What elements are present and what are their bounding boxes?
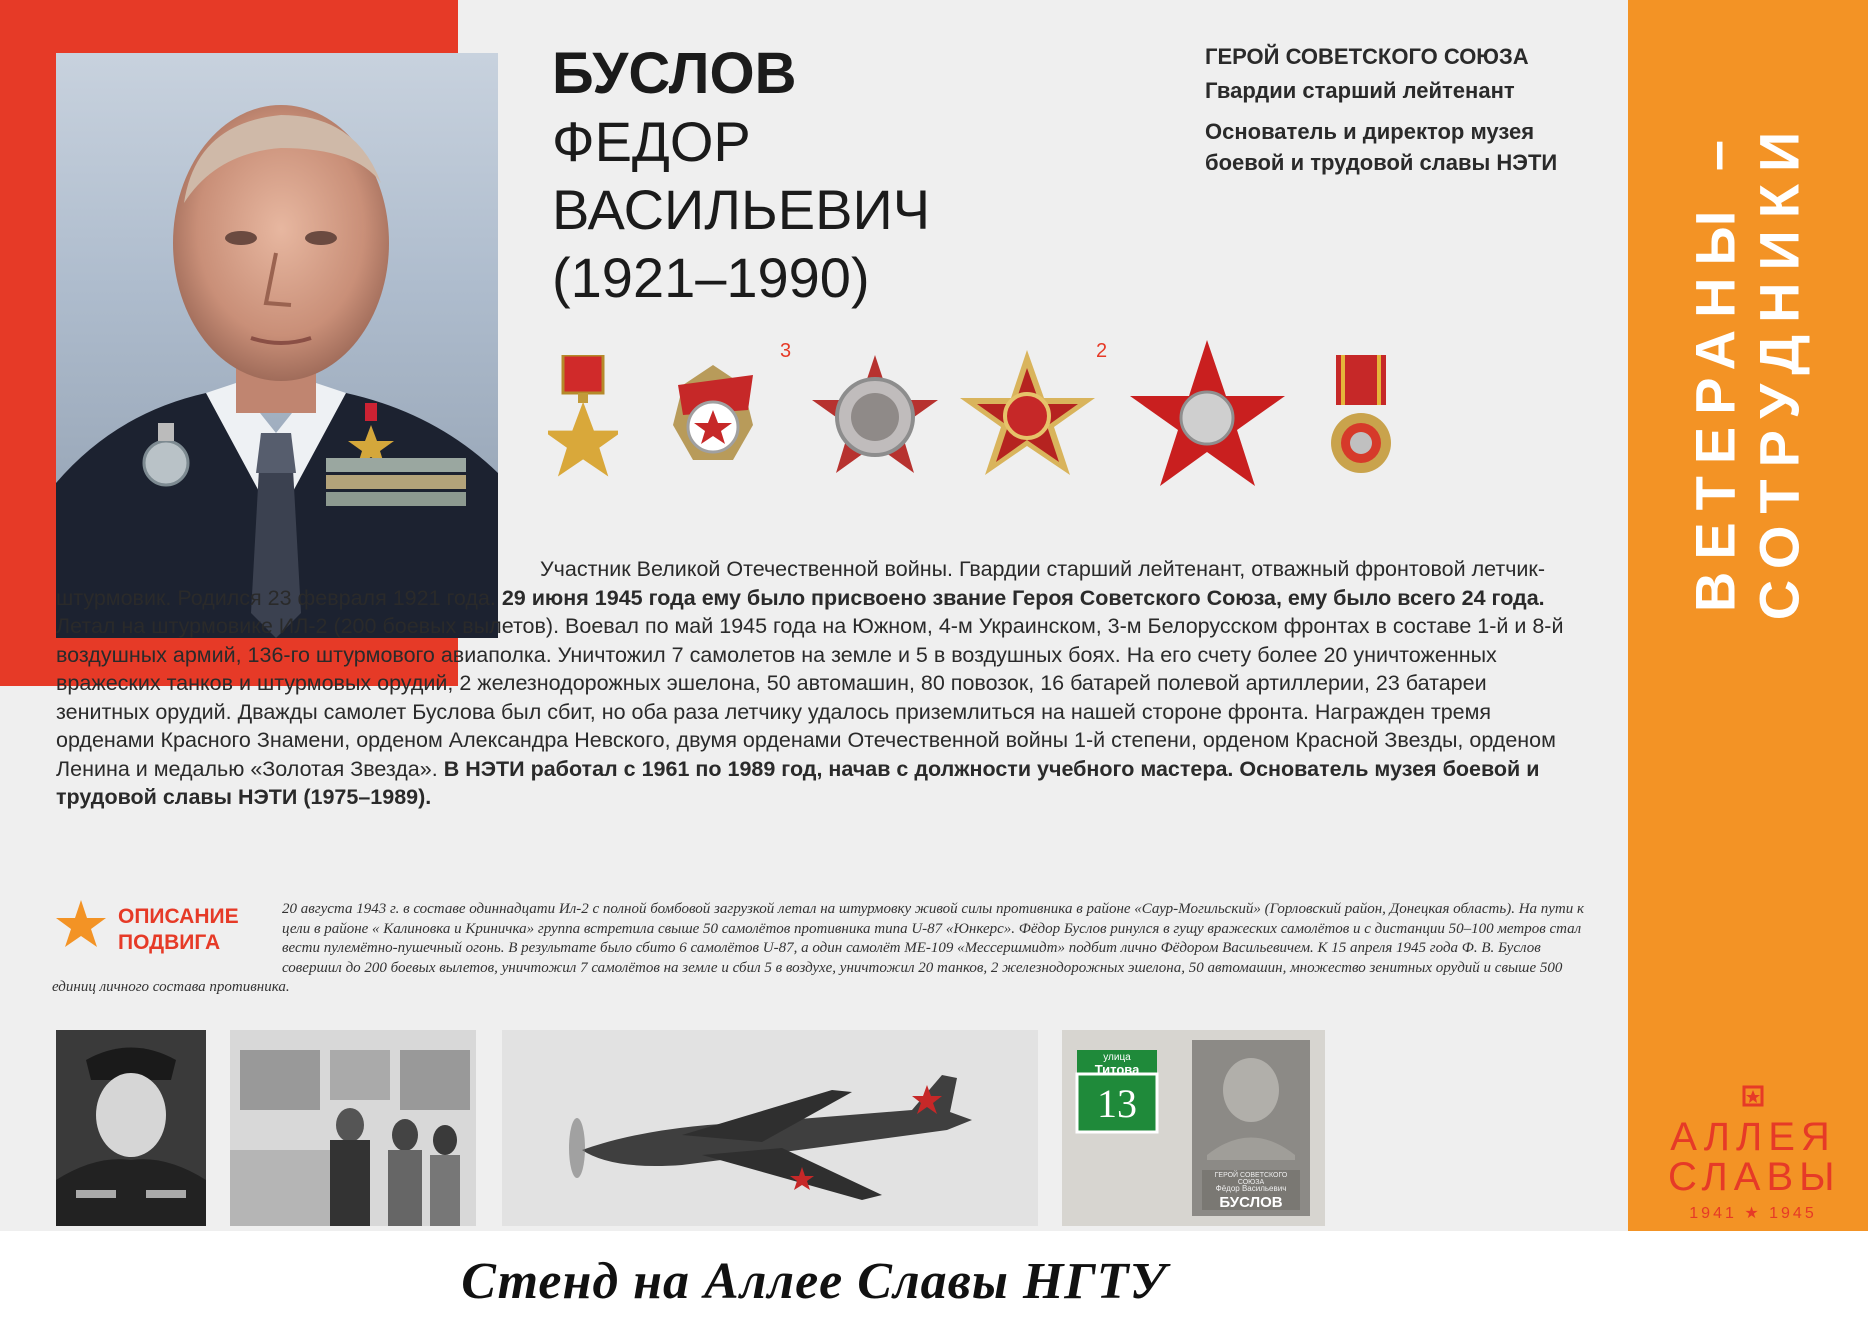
hero-years: (1921–1990) xyxy=(552,246,870,309)
photo-museum-visit xyxy=(230,1030,476,1226)
plaque-line1: ГЕРОЙ СОВЕТСКОГО СОЮЗА xyxy=(1214,1172,1288,1186)
order-lenin-icon xyxy=(1326,355,1396,485)
order-alexander-nevsky-icon xyxy=(810,355,940,480)
hero-museum-role: Основатель и директор музея боевой и трудовой славы НЭТИ xyxy=(1205,119,1558,175)
logo-star-icon: ★ xyxy=(1744,1205,1770,1222)
image-caption: Стенд на Аллее Славы НГТУ xyxy=(461,1253,1167,1310)
logo-line2: СЛАВЫ xyxy=(1668,1155,1841,1199)
hero-patronymic: ВАСИЛЬЕВИЧ xyxy=(552,178,931,241)
il2-aircraft-illustration xyxy=(502,1030,1038,1226)
order-red-banner-count: 3 xyxy=(780,340,792,362)
awards-row xyxy=(548,340,1408,500)
museum-visit-illustration xyxy=(230,1030,476,1226)
biography-text xyxy=(56,555,1576,812)
portrait-photo xyxy=(56,53,498,638)
alley-of-glory-logo xyxy=(1668,1085,1841,1223)
bio-part-a: Участник Великой Отечественной войны. Гвардии старший лейтенант, отважный фронтовой летчик-штурмовик. Родился 23 февраля 1921 года. xyxy=(56,557,1545,610)
photo-memorial-plaque xyxy=(1062,1030,1325,1226)
hero-military-rank: Гвардии старший лейтенант xyxy=(1205,78,1515,103)
order-patriotic-war-count: 2 xyxy=(1096,340,1108,362)
hero-surname: БУСЛОВ xyxy=(552,41,797,106)
section-title-line1: ВЕТЕРАНЫ – xyxy=(1683,127,1747,613)
feat-description xyxy=(52,900,1602,998)
hero-given-name: ФЕДОР xyxy=(552,110,751,173)
order-patriotic-war-icon xyxy=(960,350,1095,485)
order-red-banner-icon xyxy=(658,355,768,475)
feat-label-line1: ОПИСАНИЕ xyxy=(118,905,239,928)
logo-year-start: 1941 xyxy=(1689,1205,1737,1222)
plaque-name-small: Фёдор Васильевич xyxy=(1215,1184,1287,1193)
plaque-surname: БУСЛОВ xyxy=(1219,1194,1283,1211)
logo-square-icon xyxy=(1742,1085,1764,1107)
street-sign-top: улица xyxy=(1103,1052,1131,1063)
logo-line1: АЛЛЕЯ xyxy=(1670,1115,1836,1159)
bio-part-b: 29 июня 1945 года ему было присвоено звание Героя Советского Союза, ему было всего 24 года. xyxy=(501,585,1545,610)
pilot-portrait-illustration xyxy=(56,1030,206,1226)
logo-years xyxy=(1668,1203,1838,1223)
hero-title-rank: ГЕРОЙ СОВЕТСКОГО СОЮЗА xyxy=(1205,44,1529,69)
bio-part-c: Летал на штурмовике ИЛ-2 (200 боевых вылетов). Воевал по май 1945 года на Южном, 4-м Украинском, 3-м Белорусском фронтах в составе 1-й и 8-й воздушных армий, 136-го штурмового авиаполка. Уничтожил 7 самолетов на земле и 5 в воздушных боях. На его счету более 20 уничтоженных вражеских танков и штурмовых орудий, 2 железнодорожных эшелона, 50 автомашин, 80 повозок, 16 батарей полевой артиллерии, 23 батареи зенитных орудий. Дважды самолет Буслова был сбит, но оба раза летчику удалось приземлиться на нашей стороне фронта. Награжден тремя орденами Красного Знамени, орденом Александра Невского, двумя орденами Отечественной войны 1-й степени, орденом Красной Звезды, орденом Ленина и медалью «Золотая Звезда». xyxy=(56,614,1564,781)
street-sign-name: Титова xyxy=(1094,1062,1140,1077)
photo-il2-aircraft xyxy=(502,1030,1038,1226)
hero-titles xyxy=(1205,44,1605,178)
feat-description-text: 20 августа 1943 г. в составе одиннадцати Ил-2 с полной бомбовой загрузкой летал на штурмовку живой силы противника в районе «Саур-Могильский» (Горловский район, Донецкая область). На пути к цели в районе « Калиновка и Криничка» группа встретила свыше 50 самолётов противника типа U-87 «Юнкерс». Фёдор Буслов ринулся в гущу вражеских самолётов и с дистанции 50–100 метров стал вести пулемётно-пушечный огонь. В результате было сбито 6 самолётов U-87, а один самолёт МЕ-109 «Мессершмидт» подбит лично Фёдором Васильевичем. К 15 апреля 1945 года Ф. В. Буслов совершил до 200 боевых вылетов, уничтожил 7 самолётов на земле и сбил 5 в воздухе, уничтожил 20 танков, 2 железнодорожных эшелона, 50 автомашин, множество зенитных орудий и свыше 500 единиц личного состава противника. xyxy=(52,901,1585,995)
feat-label-line2: ПОДВИГА xyxy=(118,931,221,954)
portrait-illustration xyxy=(56,53,498,638)
section-title-line2: СОТРУДНИКИ xyxy=(1748,119,1811,621)
hero-name-block xyxy=(552,40,930,312)
photo-pilot-portrait xyxy=(56,1030,206,1226)
street-sign-number: 13 xyxy=(1097,1081,1137,1126)
gold-star-medal-icon xyxy=(548,355,618,490)
bio-part-d: В НЭТИ работал с 1961 по 1989 год, начав с должности учебного мастера. Основатель музея боевой и трудовой славы НЭТИ (1975–1989). xyxy=(56,756,1540,809)
logo-mark-icon xyxy=(1668,1085,1838,1113)
section-vertical-title xyxy=(1684,120,1813,620)
order-red-star-icon xyxy=(1130,340,1285,490)
logo-year-end: 1945 xyxy=(1769,1205,1817,1222)
